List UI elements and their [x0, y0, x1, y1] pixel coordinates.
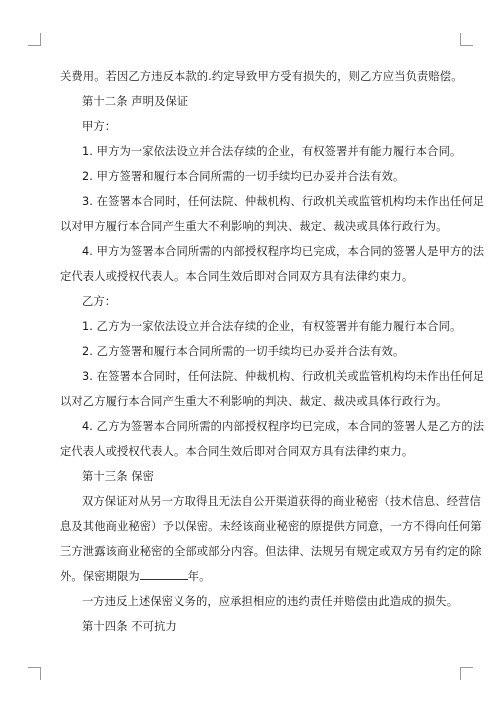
- text-line: 1. 乙方为一家依法设立并合法存续的企业，有权签署并有能力履行本合同。: [82, 320, 462, 333]
- text-line: 2. 甲方签署和履行本合同所需的一切手续均已办妥并合法有效。: [82, 170, 405, 183]
- crop-mark-top-right: [460, 33, 473, 46]
- text-line: 一方违反上述保密义务的，应承担相应的违约责任并赔偿由此造成的损失。: [82, 595, 459, 608]
- section-heading-13: 第十三条 保密: [82, 470, 155, 483]
- text-line: 息及其他商业秘密）予以保密。未经该商业秘密的原提供方同意，一方不得向任何第: [60, 520, 482, 533]
- text-line: 4. 甲方为签署本合同所需的内部授权程序均已完成，本合同的签署人是甲方的法: [82, 245, 485, 258]
- text-line: 2. 乙方签署和履行本合同所需的一切手续均已办妥并合法有效。: [82, 345, 405, 358]
- party-label-b: 乙方：: [82, 295, 117, 308]
- crop-mark-top-left: [28, 33, 41, 46]
- text-line: 三方泄露该商业秘密的全部或部分内容。但法律、法规另有规定或双方另有约定的除: [60, 545, 482, 558]
- text-line: 3. 在签署本合同时，任何法院、仲裁机构、行政机关或监管机构均未作出任何足: [82, 195, 485, 208]
- text-line: 1. 甲方为一家依法设立并合法存续的企业，有权签署并有能力履行本合同。: [82, 145, 462, 158]
- section-heading-14: 第十四条 不可抗力: [82, 620, 177, 633]
- text-line: 以对乙方履行本合同产生重大不利影响的判决、裁定、裁决或具体行政行为。: [60, 395, 448, 408]
- text-line: [60, 564, 444, 589]
- fill-in-blank: [140, 567, 188, 580]
- document-body: [60, 64, 485, 639]
- text-line: 4. 乙方为签署本合同所需的内部授权程序均已完成，本合同的签署人是乙方的法: [82, 420, 485, 433]
- text-line: 3. 在签署本合同时，任何法院、仲裁机构、行政机关或监管机构均未作出任何足: [82, 370, 485, 383]
- text-fragment: 外。保密期限为: [60, 570, 140, 583]
- crop-mark-bottom-right: [460, 667, 473, 680]
- text-line: 双方保证对从另一方取得且无法自公开渠道获得的商业秘密（技术信息、经营信: [82, 495, 481, 508]
- crop-mark-bottom-left: [28, 667, 41, 680]
- party-label-a: 甲方：: [82, 120, 117, 133]
- text-line: 以对甲方履行本合同产生重大不利影响的判决、裁定、裁决或具体行政行为。: [60, 220, 448, 233]
- text-line: 关费用。若因乙方违反本款的.约定导致甲方受有损失的，则乙方应当负责赔偿。: [60, 70, 463, 83]
- section-heading-12: 第十二条 声明及保证: [82, 95, 189, 108]
- text-line: 定代表人或授权代表人。本合同生效后即对合同双方具有法律约束力。: [60, 445, 414, 458]
- text-line: 定代表人或授权代表人。本合同生效后即对合同双方具有法律约束力。: [60, 270, 414, 283]
- text-fragment: 年。: [187, 570, 211, 583]
